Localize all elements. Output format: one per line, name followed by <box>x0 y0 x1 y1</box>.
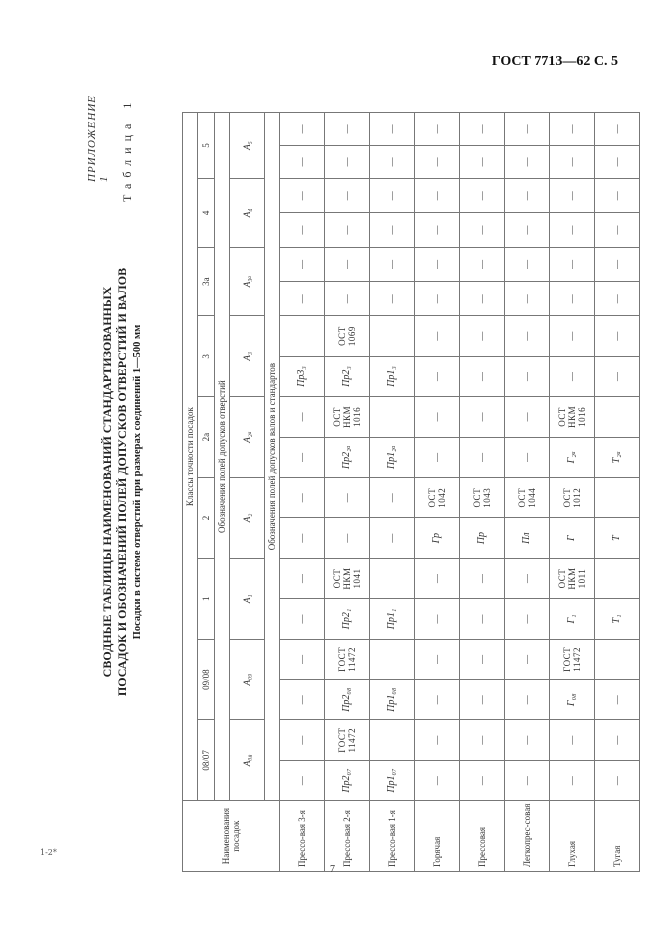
table-cell: — <box>280 478 325 518</box>
hole-symbol: А₃ <box>230 316 265 397</box>
table-cell: — <box>550 356 595 396</box>
fit-name: Прессо-вая 3-я <box>280 801 325 872</box>
appendix-label: ПРИЛОЖЕНИЕ 1 <box>86 95 110 182</box>
table-cell: Г₀₈ <box>550 680 595 720</box>
table-cell <box>595 397 640 437</box>
table-cell: Пр2₃ <box>325 356 370 396</box>
table-cell: Пр2₂ₐ <box>325 437 370 477</box>
table-cell: ОСТ НКМ 1016 <box>550 397 595 437</box>
rotated-content <box>80 92 622 872</box>
table-row <box>280 113 325 872</box>
class-header: 1 <box>198 558 215 639</box>
hole-symbol: А₁ <box>230 558 265 639</box>
table-cell: — <box>505 113 550 146</box>
table-cell <box>280 316 325 356</box>
table-cell: — <box>595 213 640 247</box>
table-cell: — <box>325 478 370 518</box>
table-cell: — <box>415 397 460 437</box>
table-cell: — <box>460 356 505 396</box>
table-cell: — <box>370 247 415 281</box>
table-cell: — <box>415 599 460 639</box>
table-cell: Пл <box>505 518 550 558</box>
table-cell: — <box>325 145 370 178</box>
table-cell: Пр2₁ <box>325 599 370 639</box>
table-cell: — <box>280 639 325 679</box>
class-header: 5 <box>198 113 215 179</box>
table-cell: — <box>325 518 370 558</box>
table-cell: — <box>325 247 370 281</box>
table-cell: — <box>280 247 325 281</box>
table-cell: — <box>595 282 640 316</box>
table-cell: ОСТ 1069 <box>325 316 370 356</box>
table-cell: — <box>460 599 505 639</box>
table-cell: — <box>505 282 550 316</box>
table-cell: Т₁ <box>595 599 640 639</box>
table-cell: — <box>595 145 640 178</box>
fit-name: Тугая <box>595 801 640 872</box>
table-cell: — <box>370 213 415 247</box>
table-cell <box>595 639 640 679</box>
table-cell: — <box>415 179 460 213</box>
table-cell: — <box>325 179 370 213</box>
table-cell: — <box>280 282 325 316</box>
table-cell: — <box>550 113 595 146</box>
table-cell: Пр3₃ <box>280 356 325 396</box>
class-header: 08/07 <box>198 720 215 801</box>
table-cell: — <box>415 356 460 396</box>
table-cell: — <box>460 760 505 800</box>
table-cell: — <box>550 247 595 281</box>
table-cell: ГОСТ 11472 <box>325 720 370 760</box>
table-cell: — <box>370 478 415 518</box>
table-cell: — <box>460 316 505 356</box>
table-cell: — <box>415 113 460 146</box>
table-cell: — <box>550 316 595 356</box>
table-cell: — <box>505 639 550 679</box>
class-header: 09/08 <box>198 639 215 720</box>
class-header: 3а <box>198 247 215 316</box>
table-cell: Г₁ <box>550 599 595 639</box>
table-cell: — <box>325 282 370 316</box>
table-cell: — <box>280 145 325 178</box>
table-cell: — <box>550 213 595 247</box>
fit-name: Горячая <box>415 801 460 872</box>
table-cell: ОСТ 1012 <box>550 478 595 518</box>
page-number: 7 <box>330 864 335 875</box>
header-hole-fields: Обозначения полей допусков отверстий <box>215 113 230 801</box>
table-cell: ОСТ НКМ 1011 <box>550 558 595 598</box>
table-cell: — <box>505 680 550 720</box>
table-cell: — <box>280 558 325 598</box>
table-cell: — <box>460 558 505 598</box>
hole-symbol: А₂ <box>230 478 265 559</box>
table-cell: — <box>370 282 415 316</box>
table-cell: — <box>595 247 640 281</box>
fits-table <box>182 112 640 872</box>
table-cell: — <box>370 145 415 178</box>
table-cell <box>370 316 415 356</box>
table-cell: — <box>550 145 595 178</box>
table-cell: — <box>280 213 325 247</box>
class-header: 2а <box>198 397 215 478</box>
table-cell: — <box>505 558 550 598</box>
table-cell: ГОСТ 11472 <box>550 639 595 679</box>
table-cell: — <box>505 316 550 356</box>
class-header: 4 <box>198 179 215 248</box>
table-cell: — <box>415 247 460 281</box>
table-cell: — <box>280 113 325 146</box>
table-cell: ГОСТ 11472 <box>325 639 370 679</box>
table-cell: — <box>460 282 505 316</box>
table-cell <box>370 720 415 760</box>
hole-symbol: А₃ₐ <box>230 247 265 316</box>
page-header-ref: ГОСТ 7713—62 С. 5 <box>491 54 618 69</box>
table-row <box>505 113 550 872</box>
table-cell: — <box>550 179 595 213</box>
table-cell: — <box>460 437 505 477</box>
table-cell: Пр1₃ <box>370 356 415 396</box>
fit-name: Прессо-вая 1-я <box>370 801 415 872</box>
table-subtitle: Посадки в системе отверстий при размерах соединений 1—500 мм <box>132 324 143 640</box>
table-row <box>325 113 370 872</box>
table-cell: — <box>415 437 460 477</box>
table-cell: — <box>325 213 370 247</box>
table-cell: — <box>280 760 325 800</box>
table-cell: ОСТ НКМ 1041 <box>325 558 370 598</box>
table-cell: — <box>505 720 550 760</box>
table-cell: — <box>505 247 550 281</box>
table-row <box>460 113 505 872</box>
table-cell: Пр1₂ₐ <box>370 437 415 477</box>
table-cell: — <box>505 599 550 639</box>
table-cell: ОСТ 1043 <box>460 478 505 518</box>
table-cell: — <box>415 639 460 679</box>
table-cell: — <box>460 247 505 281</box>
table-cell: Пр1₀₇ <box>370 760 415 800</box>
table-cell <box>370 397 415 437</box>
table-cell: — <box>415 282 460 316</box>
table-cell <box>595 558 640 598</box>
header-fit-names: Наименования посадок <box>183 801 280 872</box>
table-row <box>370 113 415 872</box>
table-cell: — <box>415 145 460 178</box>
table-cell: — <box>460 720 505 760</box>
corner-mark: 1-2* <box>40 848 57 857</box>
table-cell: — <box>460 213 505 247</box>
table-cell: — <box>415 558 460 598</box>
table-cell: — <box>280 397 325 437</box>
table-cell: Г <box>550 518 595 558</box>
table-cell: — <box>415 760 460 800</box>
table-cell: — <box>370 113 415 146</box>
table-cell: — <box>370 179 415 213</box>
table-cell: — <box>550 760 595 800</box>
table-cell: Пр1₀₈ <box>370 680 415 720</box>
table-cell: Т <box>595 518 640 558</box>
table-cell: — <box>505 213 550 247</box>
fit-name: Прессовая <box>460 801 505 872</box>
table-label: Таблица 1 <box>120 96 134 202</box>
table-cell: — <box>550 282 595 316</box>
table-cell: — <box>595 720 640 760</box>
table-row <box>595 113 640 872</box>
header-shaft-fields: Обозначения полей допусков валов и стандартов <box>265 113 280 801</box>
table-cell: — <box>505 397 550 437</box>
table-cell: — <box>460 397 505 437</box>
table-cell: — <box>460 145 505 178</box>
table-cell: ОСТ 1042 <box>415 478 460 518</box>
table-cell: Пр1₁ <box>370 599 415 639</box>
table-cell: Пр2₀₇ <box>325 760 370 800</box>
title-line-2: ПОСАДОК И ОБОЗНАЧЕНИЙ ПОЛЕЙ ДОПУСКОВ ОТВЕРСТИЙ И ВАЛОВ <box>115 267 129 697</box>
table-cell: — <box>370 518 415 558</box>
fit-name: Глухая <box>550 801 595 872</box>
table-cell: — <box>415 213 460 247</box>
table-cell: Гр <box>415 518 460 558</box>
hole-symbol: А₄ <box>230 179 265 248</box>
table-row <box>415 113 460 872</box>
table-cell: — <box>280 437 325 477</box>
title-line-1: СВОДНЫЕ ТАБЛИЦЫ НАИМЕНОВАНИЙ СТАНДАРТИЗОВАННЫХ <box>100 286 114 678</box>
table-cell: ОСТ НКМ 1016 <box>325 397 370 437</box>
table-cell: — <box>415 316 460 356</box>
class-header: 3 <box>198 316 215 397</box>
hole-symbol: А₀₉ <box>230 639 265 720</box>
table-cell: — <box>595 680 640 720</box>
table-cell: — <box>460 113 505 146</box>
table-cell: — <box>280 680 325 720</box>
table-cell: — <box>415 680 460 720</box>
table-cell: — <box>550 720 595 760</box>
fit-name: Легкопрес-совая <box>505 801 550 872</box>
table-cell: — <box>595 760 640 800</box>
table-cell: Пр2₀₈ <box>325 680 370 720</box>
table-cell: — <box>280 599 325 639</box>
table-cell: — <box>595 113 640 146</box>
table-cell: — <box>505 179 550 213</box>
fit-name: Прессо-вая 2-я <box>325 801 370 872</box>
table-cell: — <box>595 316 640 356</box>
document-title <box>100 92 130 872</box>
hole-symbol: А₀₈ <box>230 720 265 801</box>
table-cell: Г₂ₐ <box>550 437 595 477</box>
table-row <box>550 113 595 872</box>
table-cell: ОСТ 1044 <box>505 478 550 518</box>
table-cell: — <box>460 639 505 679</box>
header-accuracy-classes: Классы точности посадок <box>183 113 198 801</box>
table-cell: — <box>505 145 550 178</box>
table-cell: — <box>325 113 370 146</box>
hole-symbol: А₅ <box>230 113 265 179</box>
table-cell <box>370 558 415 598</box>
table-cell: Пр <box>460 518 505 558</box>
class-header: 2 <box>198 478 215 559</box>
hole-symbol: А₂ₐ <box>230 397 265 478</box>
table-cell: — <box>415 720 460 760</box>
table-cell: — <box>460 179 505 213</box>
table-cell: — <box>460 680 505 720</box>
table-cell: — <box>595 179 640 213</box>
table-cell: — <box>505 356 550 396</box>
table-cell: Т₂ₐ <box>595 437 640 477</box>
table-cell: — <box>505 437 550 477</box>
table-cell: — <box>280 720 325 760</box>
table-cell: — <box>280 518 325 558</box>
table-cell <box>370 639 415 679</box>
table-cell: — <box>595 356 640 396</box>
table-cell: — <box>505 760 550 800</box>
table-cell <box>595 478 640 518</box>
table-cell: — <box>280 179 325 213</box>
